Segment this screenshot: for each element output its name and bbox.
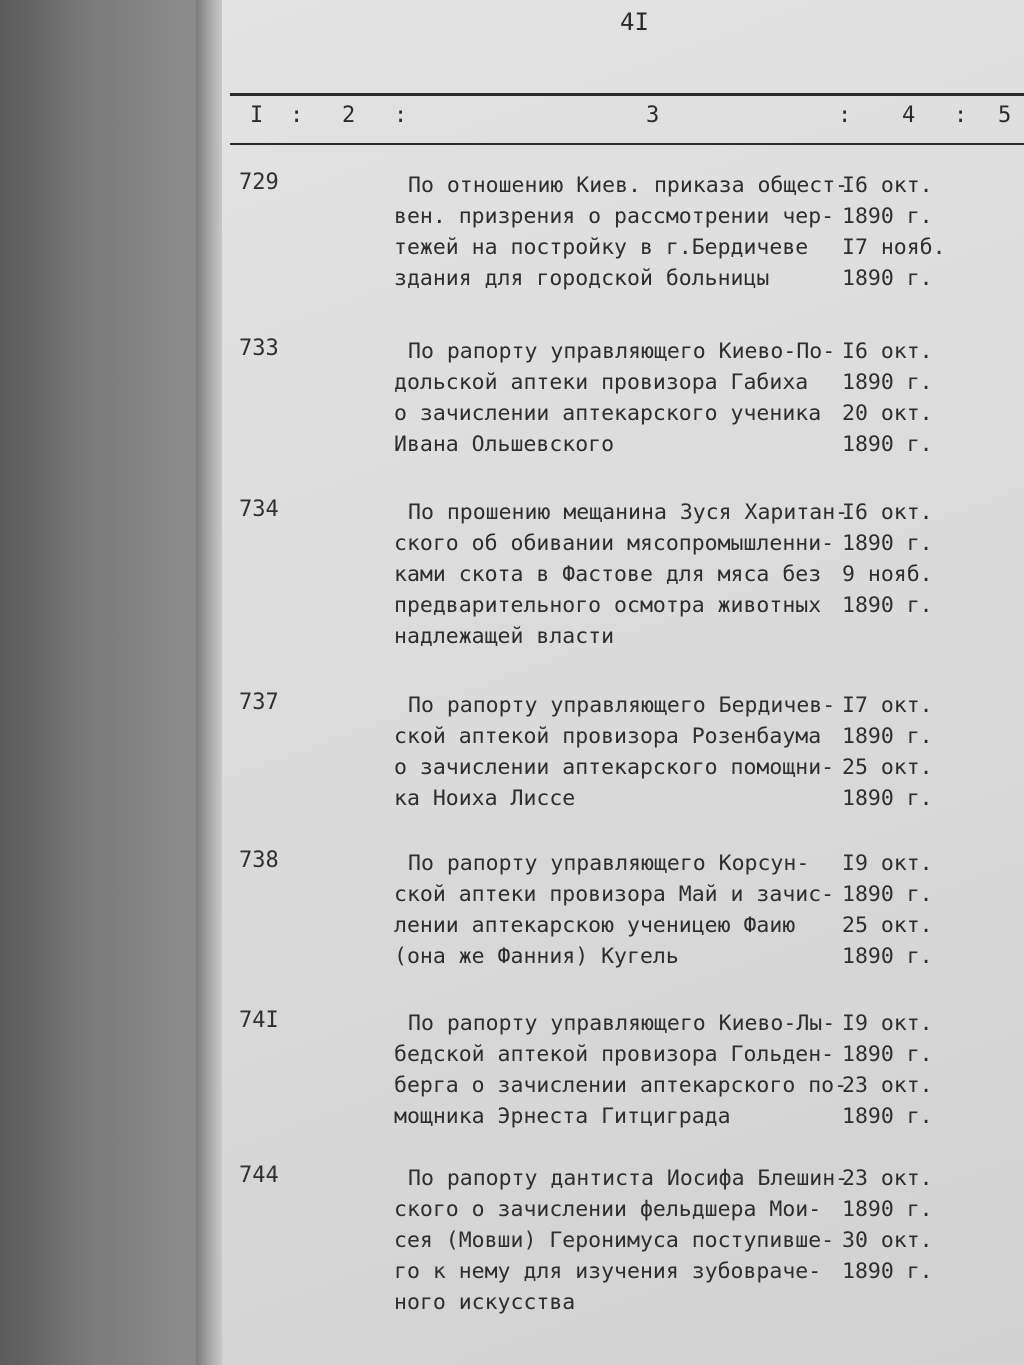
entry-description <box>394 1163 854 1318</box>
entry-dates <box>842 1163 1022 1287</box>
date-line: 9 нояб. <box>842 562 933 587</box>
description-line: По отношению Киев. приказа общест- <box>408 173 849 198</box>
description-line: здания для городской больницы <box>394 266 770 291</box>
description-line: ного искусства <box>394 1290 576 1315</box>
date-line: I7 окт. <box>842 693 933 718</box>
entry-dates <box>842 497 1022 621</box>
left-page-edge <box>0 0 205 1365</box>
description-line: о зачислении аптекарского помощни- <box>394 755 835 780</box>
entry-dates <box>842 848 1022 972</box>
description-line: сея (Мовши) Геронимуса поступивше- <box>394 1228 835 1253</box>
description-line: берга о зачислении аптекарского по- <box>394 1073 848 1098</box>
description-line: По рапорту управляющего Корсун- <box>408 851 810 876</box>
column-separator-2: : <box>394 103 408 128</box>
description-line: По рапорту управляющего Киево-Лы- <box>408 1011 836 1036</box>
column-header-5: 5 <box>998 103 1012 128</box>
date-line: I9 окт. <box>842 1011 933 1036</box>
description-line: ка Ноиха Лиссе <box>394 786 576 811</box>
entry-dates <box>842 690 1022 814</box>
column-separator-4: : <box>954 103 968 128</box>
date-line: I6 окт. <box>842 500 933 525</box>
column-header-3: 3 <box>646 103 660 128</box>
date-line: I6 окт. <box>842 339 933 364</box>
date-line: 1890 г. <box>842 724 933 749</box>
entry-dates <box>842 336 1022 460</box>
date-line: 20 окт. <box>842 401 933 426</box>
column-header-1: I <box>250 103 264 128</box>
entry-number: 74I <box>239 1008 279 1033</box>
description-line: По прошению мещанина Зуся Харитан- <box>408 500 849 525</box>
date-line: 1890 г. <box>842 1259 933 1284</box>
description-line: го к нему для изучения зубовраче- <box>394 1259 822 1284</box>
document-page <box>222 0 1024 1365</box>
description-line: мощника Эрнеста Гитциграда <box>394 1104 731 1129</box>
entry-description <box>394 690 854 814</box>
date-line: 30 окт. <box>842 1228 933 1253</box>
entry-description <box>394 497 854 652</box>
header-rule-bottom <box>230 143 1024 145</box>
entry-description <box>394 170 854 294</box>
entry-description <box>394 1008 854 1132</box>
description-line: Ивана Ольшевского <box>394 432 615 457</box>
date-line: I7 нояб. <box>842 235 946 260</box>
description-line: По рапорту управляющего Киево-По- <box>408 339 836 364</box>
column-header-2: 2 <box>342 103 356 128</box>
description-line: тежей на постройку в г.Бердичеве <box>394 235 809 260</box>
date-line: 23 окт. <box>842 1166 933 1191</box>
description-line: лении аптекарскою ученицею Фаию <box>394 913 796 938</box>
entry-number: 729 <box>239 170 279 195</box>
date-line: I9 окт. <box>842 851 933 876</box>
description-line: предварительного осмотра животных <box>394 593 822 618</box>
date-line: 1890 г. <box>842 204 933 229</box>
entry-description <box>394 336 854 460</box>
entry-number: 733 <box>239 336 279 361</box>
date-line: 1890 г. <box>842 266 933 291</box>
date-line: 1890 г. <box>842 593 933 618</box>
date-line: 1890 г. <box>842 1197 933 1222</box>
description-line: о зачислении аптекарского ученика <box>394 401 822 426</box>
header-rule-top <box>230 93 1024 96</box>
date-line: 25 окт. <box>842 913 933 938</box>
date-line: 23 окт. <box>842 1073 933 1098</box>
date-line: 1890 г. <box>842 944 933 969</box>
entry-number: 738 <box>239 848 279 873</box>
entry-dates <box>842 1008 1022 1132</box>
description-line: ской аптекой провизора Розенбаума <box>394 724 822 749</box>
description-line: дольской аптеки провизора Габиха <box>394 370 809 395</box>
entry-number: 734 <box>239 497 279 522</box>
column-separator-1: : <box>290 103 304 128</box>
entry-number: 737 <box>239 690 279 715</box>
date-line: 1890 г. <box>842 1104 933 1129</box>
date-line: 1890 г. <box>842 531 933 556</box>
description-line: надлежащей власти <box>394 624 615 649</box>
entry-dates <box>842 170 1022 294</box>
entry-number: 744 <box>239 1163 279 1188</box>
description-line: По рапорту управляющего Бердичев- <box>408 693 836 718</box>
date-line: 1890 г. <box>842 432 933 457</box>
column-separator-3: : <box>838 103 852 128</box>
entry-description <box>394 848 854 972</box>
description-line: ского об обивании мясопромышленни- <box>394 531 835 556</box>
date-line: 1890 г. <box>842 1042 933 1067</box>
date-line: I6 окт. <box>842 173 933 198</box>
date-line: 1890 г. <box>842 786 933 811</box>
description-line: ского о зачислении фельдшера Мои- <box>394 1197 822 1222</box>
description-line: вен. призрения о рассмотрении чер- <box>394 204 835 229</box>
date-line: 1890 г. <box>842 882 933 907</box>
description-line: ской аптеки провизора Май и зачис- <box>394 882 835 907</box>
date-line: 1890 г. <box>842 370 933 395</box>
column-header-4: 4 <box>902 103 916 128</box>
page-number: 4I <box>620 8 649 36</box>
description-line: ками скота в Фастове для мяса без <box>394 562 822 587</box>
date-line: 25 окт. <box>842 755 933 780</box>
description-line: бедской аптекой провизора Гольден- <box>394 1042 835 1067</box>
description-line: (она же Фанния) Кугель <box>394 944 679 969</box>
description-line: По рапорту дантиста Иосифа Блешин- <box>408 1166 849 1191</box>
